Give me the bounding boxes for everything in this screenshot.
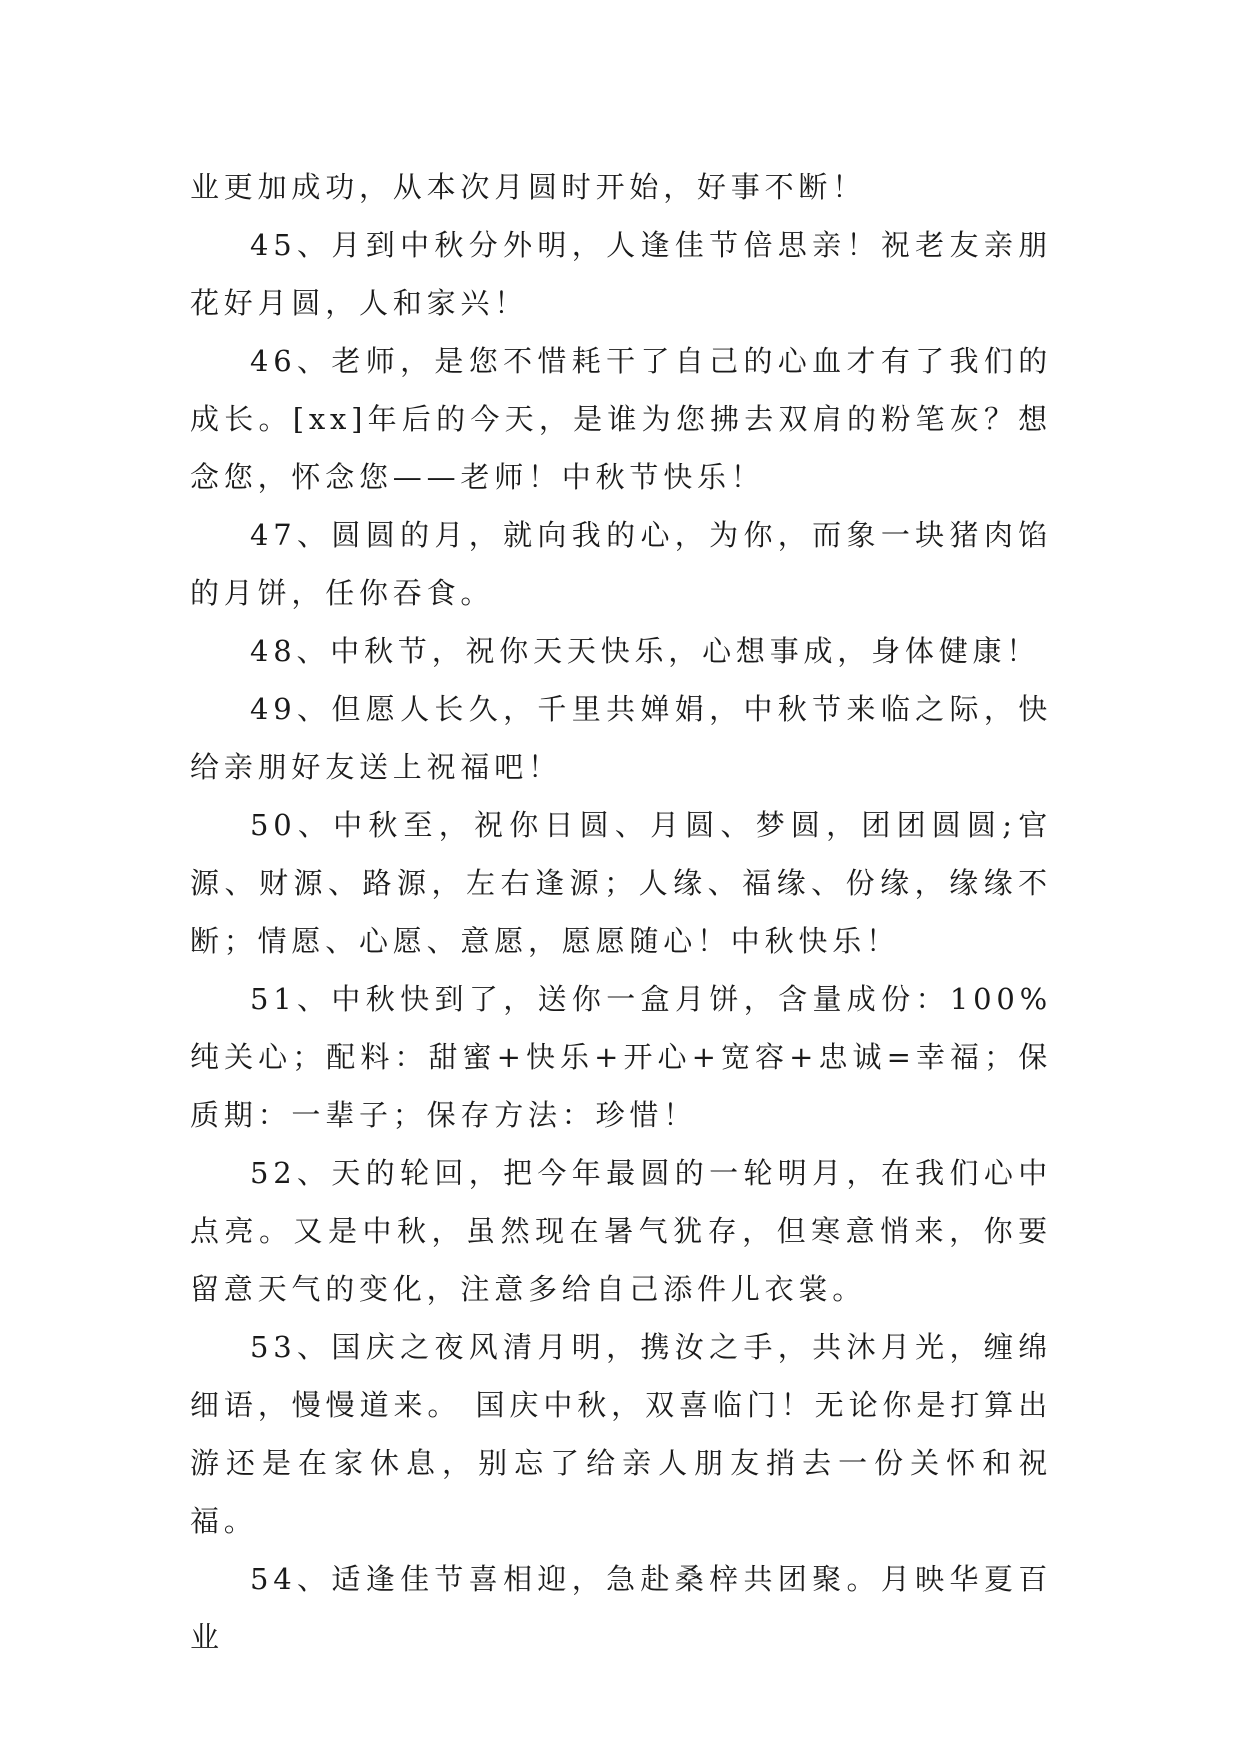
paragraph: 53、国庆之夜风清月明，携汝之手，共沐月光，缠绵细语，慢慢道来。 国庆中秋，双喜临门！无论你是打算出游还是在家休息，别忘了给亲人朋友捎去一份关怀和祝福。 <box>190 1330 1052 1538</box>
paragraph: 46、老师，是您不惜耗干了自己的心血才有了我们的成长。[xx]年后的今天，是谁为您拂去双肩的粉笔灰？想念您，怀念您——老师！中秋节快乐！ <box>190 344 1052 494</box>
paragraph: 49、但愿人长久，千里共婵娟，中秋节来临之际，快给亲朋好友送上祝福吧！ <box>190 692 1052 784</box>
paragraph: 45、月到中秋分外明，人逢佳节倍思亲！祝老友亲朋花好月圆，人和家兴！ <box>190 228 1052 320</box>
paragraph: 52、天的轮回，把今年最圆的一轮明月，在我们心中点亮。又是中秋，虽然现在暑气犹存，但寒意悄来，你要留意天气的变化，注意多给自己添件儿衣裳。 <box>190 1156 1052 1306</box>
paragraph: 50、中秋至，祝你日圆、月圆、梦圆，团团圆圆;官源、财源、路源，左右逢源；人缘、福缘、份缘，缘缘不断；情愿、心愿、意愿，愿愿随心！中秋快乐！ <box>190 808 1052 958</box>
paragraph: 47、圆圆的月，就向我的心，为你，而象一块猪肉馅的月饼，任你吞食。 <box>190 518 1052 610</box>
paragraph: 51、中秋快到了，送你一盒月饼，含量成份：100%纯关心；配料：甜蜜+快乐+开心+宽容+忠诚=幸福；保质期：一辈子；保存方法：珍惜！ <box>190 982 1052 1132</box>
document-page <box>190 158 1052 1666</box>
paragraph: 业更加成功，从本次月圆时开始，好事不断！ <box>190 170 867 204</box>
paragraph: 48、中秋节，祝你天天快乐，心想事成，身体健康！ <box>250 634 1041 668</box>
paragraph: 54、适逢佳节喜相迎，急赴桑梓共团聚。月映华夏百业 <box>190 1562 1052 1654</box>
